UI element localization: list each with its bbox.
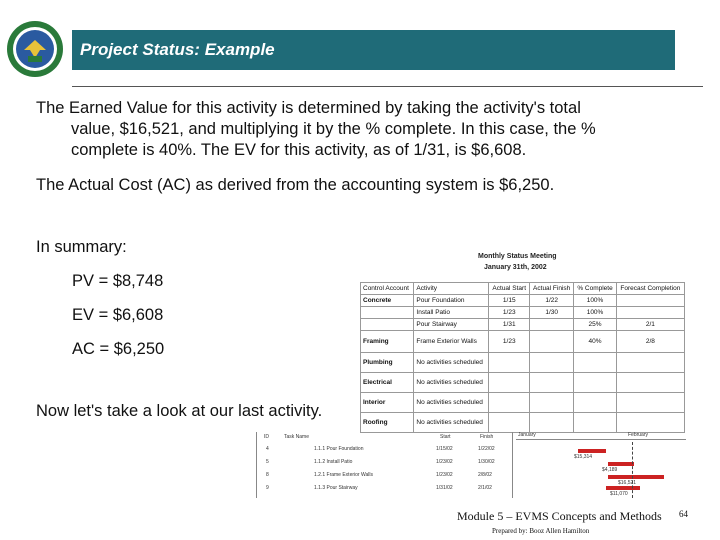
table-cell: Frame Exterior Walls	[414, 331, 489, 353]
table-cell	[616, 295, 684, 307]
table-cell: 1/23	[489, 331, 530, 353]
table-cell	[574, 373, 616, 393]
title-divider	[72, 86, 703, 87]
table-cell	[530, 331, 574, 353]
table-cell: No activities scheduled	[414, 393, 489, 413]
ac-value: AC = $6,250	[72, 340, 165, 358]
gantt-bar	[606, 486, 640, 490]
table-row	[361, 295, 685, 307]
table-cell: 100%	[574, 295, 616, 307]
gantt-header-row	[256, 434, 506, 443]
gantt-task: 1.2.1 Frame Exterior Walls	[314, 472, 373, 478]
table-row	[361, 353, 685, 373]
table-row	[361, 393, 685, 413]
table-row	[361, 307, 685, 319]
table-cell	[574, 413, 616, 433]
gantt-task: 1.1.1 Pour Foundation	[314, 446, 364, 452]
gantt-task: 1.1.2 Install Patio	[314, 459, 353, 465]
gantt-finish: 1/22/02	[478, 446, 495, 452]
summary-heading: In summary:	[36, 238, 127, 256]
pv-value: PV = $8,748	[72, 272, 164, 290]
gantt-id: 5	[266, 459, 269, 465]
col-header: Activity	[414, 283, 489, 295]
table-cell	[616, 413, 684, 433]
table-cell	[616, 353, 684, 373]
para1-line1: The Earned Value for this activity is determined by taking the activity's total	[36, 99, 581, 117]
gantt-id: 4	[266, 446, 269, 452]
table-cell	[530, 373, 574, 393]
gantt-id: 9	[266, 485, 269, 491]
table-cell: No activities scheduled	[414, 373, 489, 393]
table-cell	[361, 319, 414, 331]
gantt-finish: 2/1/02	[478, 485, 492, 491]
para1-line3: complete is 40%. The EV for this activity, as of 1/31, is $6,608.	[71, 141, 527, 159]
table-cell: Pour Stairway	[414, 319, 489, 331]
gantt-row	[256, 485, 506, 494]
table-cell	[489, 353, 530, 373]
footer-module: Module 5 – EVMS Concepts and Methods	[457, 509, 662, 523]
gantt-month-february: February	[628, 432, 649, 438]
gantt-start: 1/23/02	[436, 459, 453, 465]
table-cell: Concrete	[361, 295, 414, 307]
status-table	[360, 282, 685, 433]
para1-line2: value, $16,521, and multiplying it by the % complete. In this case, the %	[71, 120, 596, 138]
table-cell	[616, 307, 684, 319]
table-cell	[361, 307, 414, 319]
gantt-col-header: Finish	[480, 434, 494, 440]
table-cell: 1/30	[530, 307, 574, 319]
status-header-row	[361, 283, 685, 295]
doe-seal-logo	[6, 20, 64, 78]
table-cell: 1/15	[489, 295, 530, 307]
table-cell	[574, 353, 616, 373]
table-cell	[574, 393, 616, 413]
gantt-bar	[608, 475, 664, 479]
table-cell: Pour Foundation	[414, 295, 489, 307]
table-row	[361, 413, 685, 433]
table-cell: 25%	[574, 319, 616, 331]
table-cell	[489, 413, 530, 433]
table-cell: 1/31	[489, 319, 530, 331]
gantt-col-header: ID	[264, 434, 269, 440]
table-cell: 100%	[574, 307, 616, 319]
gantt-bar-label: $15,314	[574, 454, 593, 460]
gantt-col-header: Start	[440, 434, 451, 440]
gantt-month-january: January	[518, 432, 536, 438]
gantt-start: 1/31/02	[436, 485, 453, 491]
table-cell	[530, 353, 574, 373]
earned-value-paragraph	[36, 98, 596, 161]
table-cell: Plumbing	[361, 353, 414, 373]
table-cell: 2/8	[616, 331, 684, 353]
slide-title: Project Status: Example	[80, 40, 275, 59]
gantt-row	[256, 446, 506, 455]
gantt-task: 1.1.3 Pour Stairway	[314, 485, 358, 491]
table-cell	[530, 319, 574, 331]
col-header: Forecast Completion	[616, 283, 684, 295]
gantt-finish: 2/8/02	[478, 472, 492, 478]
gantt-bar	[608, 462, 634, 466]
table-cell: Framing	[361, 331, 414, 353]
table-cell	[530, 413, 574, 433]
gantt-chart	[256, 432, 686, 498]
title-bar	[72, 30, 675, 70]
gantt-finish: 1/30/02	[478, 459, 495, 465]
gantt-id: 8	[266, 472, 269, 478]
table-cell: No activities scheduled	[414, 413, 489, 433]
table-cell	[530, 393, 574, 413]
gantt-status-date-line	[632, 442, 633, 498]
col-header: Control Account	[361, 283, 414, 295]
next-activity-text: Now let's take a look at our last activity.	[36, 402, 323, 420]
table-cell: 2/1	[616, 319, 684, 331]
table-row	[361, 373, 685, 393]
gantt-bar-label: $11,070	[610, 491, 628, 497]
actual-cost-paragraph: The Actual Cost (AC) as derived from the accounting system is $6,250.	[36, 176, 555, 194]
table-cell	[489, 393, 530, 413]
table-cell	[616, 393, 684, 413]
gantt-col-header: Task Name	[284, 434, 310, 440]
table-cell	[616, 373, 684, 393]
gantt-timeline-axis	[516, 439, 686, 440]
table-cell: 1/23	[489, 307, 530, 319]
gantt-row	[256, 459, 506, 468]
gantt-bar-label: $16,521	[618, 480, 637, 486]
table-cell: No activities scheduled	[414, 353, 489, 373]
table-cell: 1/22	[530, 295, 574, 307]
status-heading-1: Monthly Status Meeting	[478, 253, 557, 260]
table-cell: Electrical	[361, 373, 414, 393]
col-header: Actual Start	[489, 283, 530, 295]
table-cell: Roofing	[361, 413, 414, 433]
ev-value: EV = $6,608	[72, 306, 164, 324]
table-cell: Install Patio	[414, 307, 489, 319]
gantt-row	[256, 472, 506, 481]
gantt-start: 1/23/02	[436, 472, 453, 478]
page-number: 64	[679, 509, 688, 519]
status-heading-2: January 31th, 2002	[484, 264, 547, 271]
table-cell: 40%	[574, 331, 616, 353]
col-header: % Complete	[574, 283, 616, 295]
col-header: Actual Finish	[530, 283, 574, 295]
gantt-start: 1/15/02	[436, 446, 453, 452]
table-row	[361, 331, 685, 353]
table-cell	[489, 373, 530, 393]
footer-prepared-by: Prepared by: Booz Allen Hamilton	[492, 527, 590, 535]
table-cell: Interior	[361, 393, 414, 413]
table-row	[361, 319, 685, 331]
gantt-bar-label: $4,189	[602, 467, 618, 473]
gantt-bar	[578, 449, 606, 453]
